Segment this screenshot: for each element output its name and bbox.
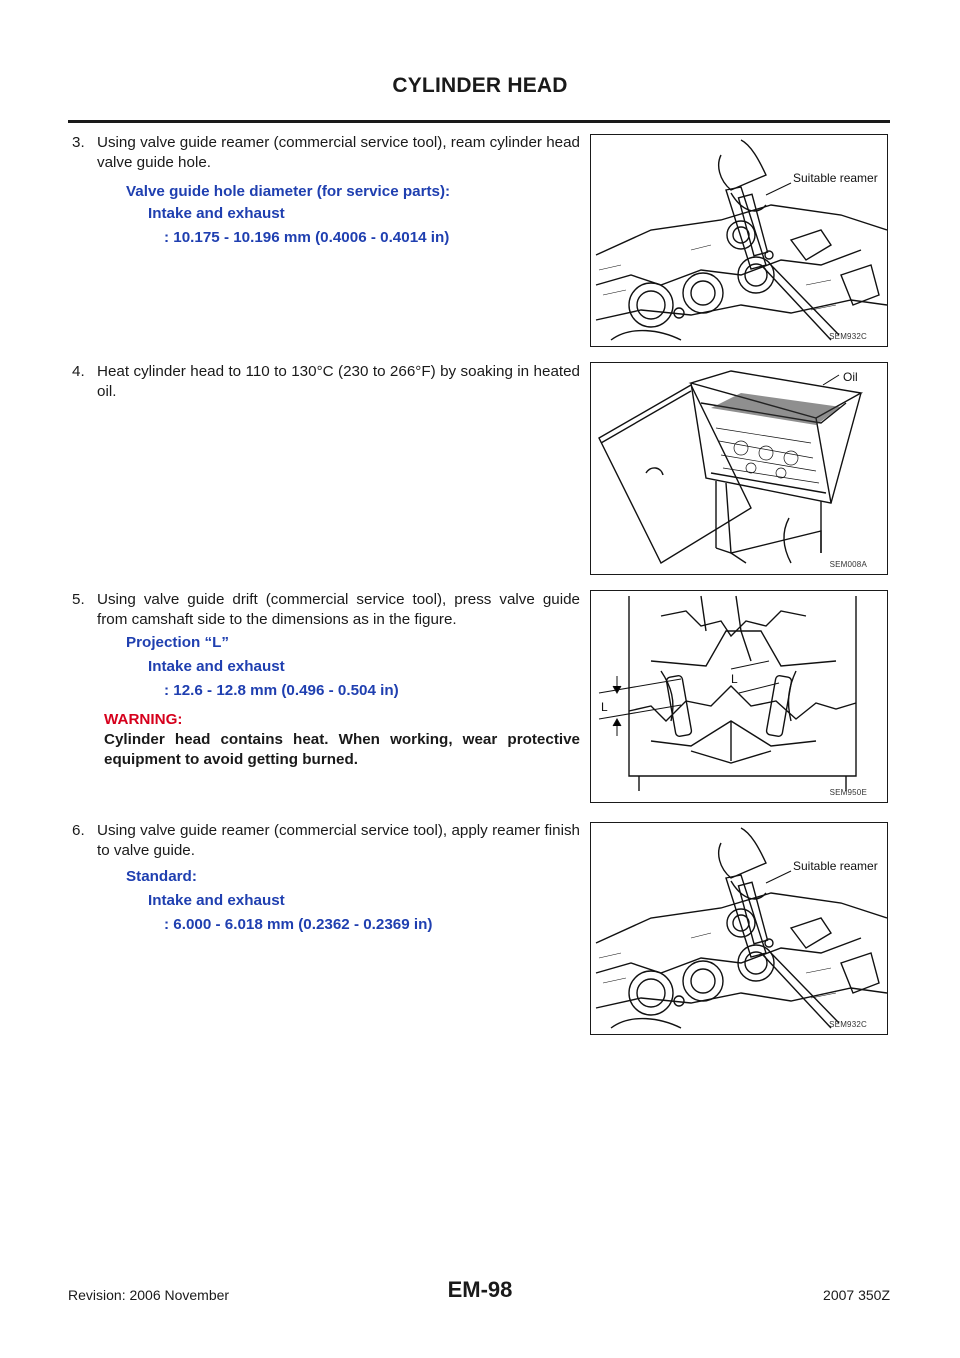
step-number: 5. — [72, 591, 85, 608]
spec-item: Intake and exhaust — [148, 205, 285, 222]
figure-code: SEM932C — [829, 1020, 867, 1029]
step-number: 4. — [72, 363, 85, 380]
figure-code: SEM932C — [829, 332, 867, 341]
spec-title: Projection “L” — [126, 634, 229, 651]
spec-item: Intake and exhaust — [148, 658, 285, 675]
reamer-illustration — [591, 823, 887, 1034]
spec-value: : 6.000 - 6.018 mm (0.2362 - 0.2369 in) — [164, 916, 433, 933]
step-number: 6. — [72, 822, 85, 839]
projection-l-label-left: L — [601, 700, 608, 714]
figure-callout-label: Suitable reamer — [793, 171, 878, 185]
step-5 — [72, 590, 580, 630]
figure-callout-label: Oil — [843, 370, 858, 384]
figure-code: SEM950E — [829, 788, 867, 797]
step-text: Using valve guide reamer (commercial service tool), apply reamer finish to valve guide. — [97, 822, 580, 859]
spec-item: Intake and exhaust — [148, 892, 285, 909]
oil-bath-illustration — [591, 363, 887, 574]
step-text: Using valve guide drift (commercial service tool), press valve guide from camshaft side to the dimensions as in the figure. — [97, 591, 580, 628]
step-3 — [72, 133, 580, 173]
step-6 — [72, 821, 580, 861]
spec-value: : 10.175 - 10.196 mm (0.4006 - 0.4014 in) — [164, 229, 450, 246]
figure-reamer-2 — [590, 822, 888, 1035]
reamer-illustration — [591, 135, 887, 346]
figure-code: SEM008A — [829, 560, 867, 569]
footer-revision: Revision: 2006 November — [68, 1287, 230, 1303]
figure-callout-label: Suitable reamer — [793, 859, 878, 873]
step-text: Using valve guide reamer (commercial service tool), ream cylinder head valve guide hole. — [97, 134, 580, 171]
footer-model: 2007 350Z — [823, 1287, 890, 1303]
step-text: Heat cylinder head to 110 to 130°C (230 to 266°F) by soaking in heated oil. — [97, 363, 580, 400]
projection-l-label-right: L — [731, 672, 738, 686]
warning-label: WARNING: — [104, 711, 183, 728]
figure-oil-bath — [590, 362, 888, 575]
step-4 — [72, 362, 580, 402]
header-divider — [68, 120, 890, 123]
spec-title: Valve guide hole diameter (for service parts): — [126, 183, 451, 200]
footer-page-number: EM-98 — [447, 1277, 513, 1302]
figure-projection — [590, 590, 888, 803]
figure-reamer-1 — [590, 134, 888, 347]
step-number: 3. — [72, 134, 85, 151]
spec-value: : 12.6 - 12.8 mm (0.496 - 0.504 in) — [164, 682, 399, 699]
spec-title: Standard: — [126, 868, 197, 885]
warning-text: Cylinder head contains heat. When working, wear protective equipment to avoid getting burned. — [104, 731, 580, 768]
page-title: CYLINDER HEAD — [392, 74, 568, 97]
projection-illustration — [591, 591, 887, 802]
